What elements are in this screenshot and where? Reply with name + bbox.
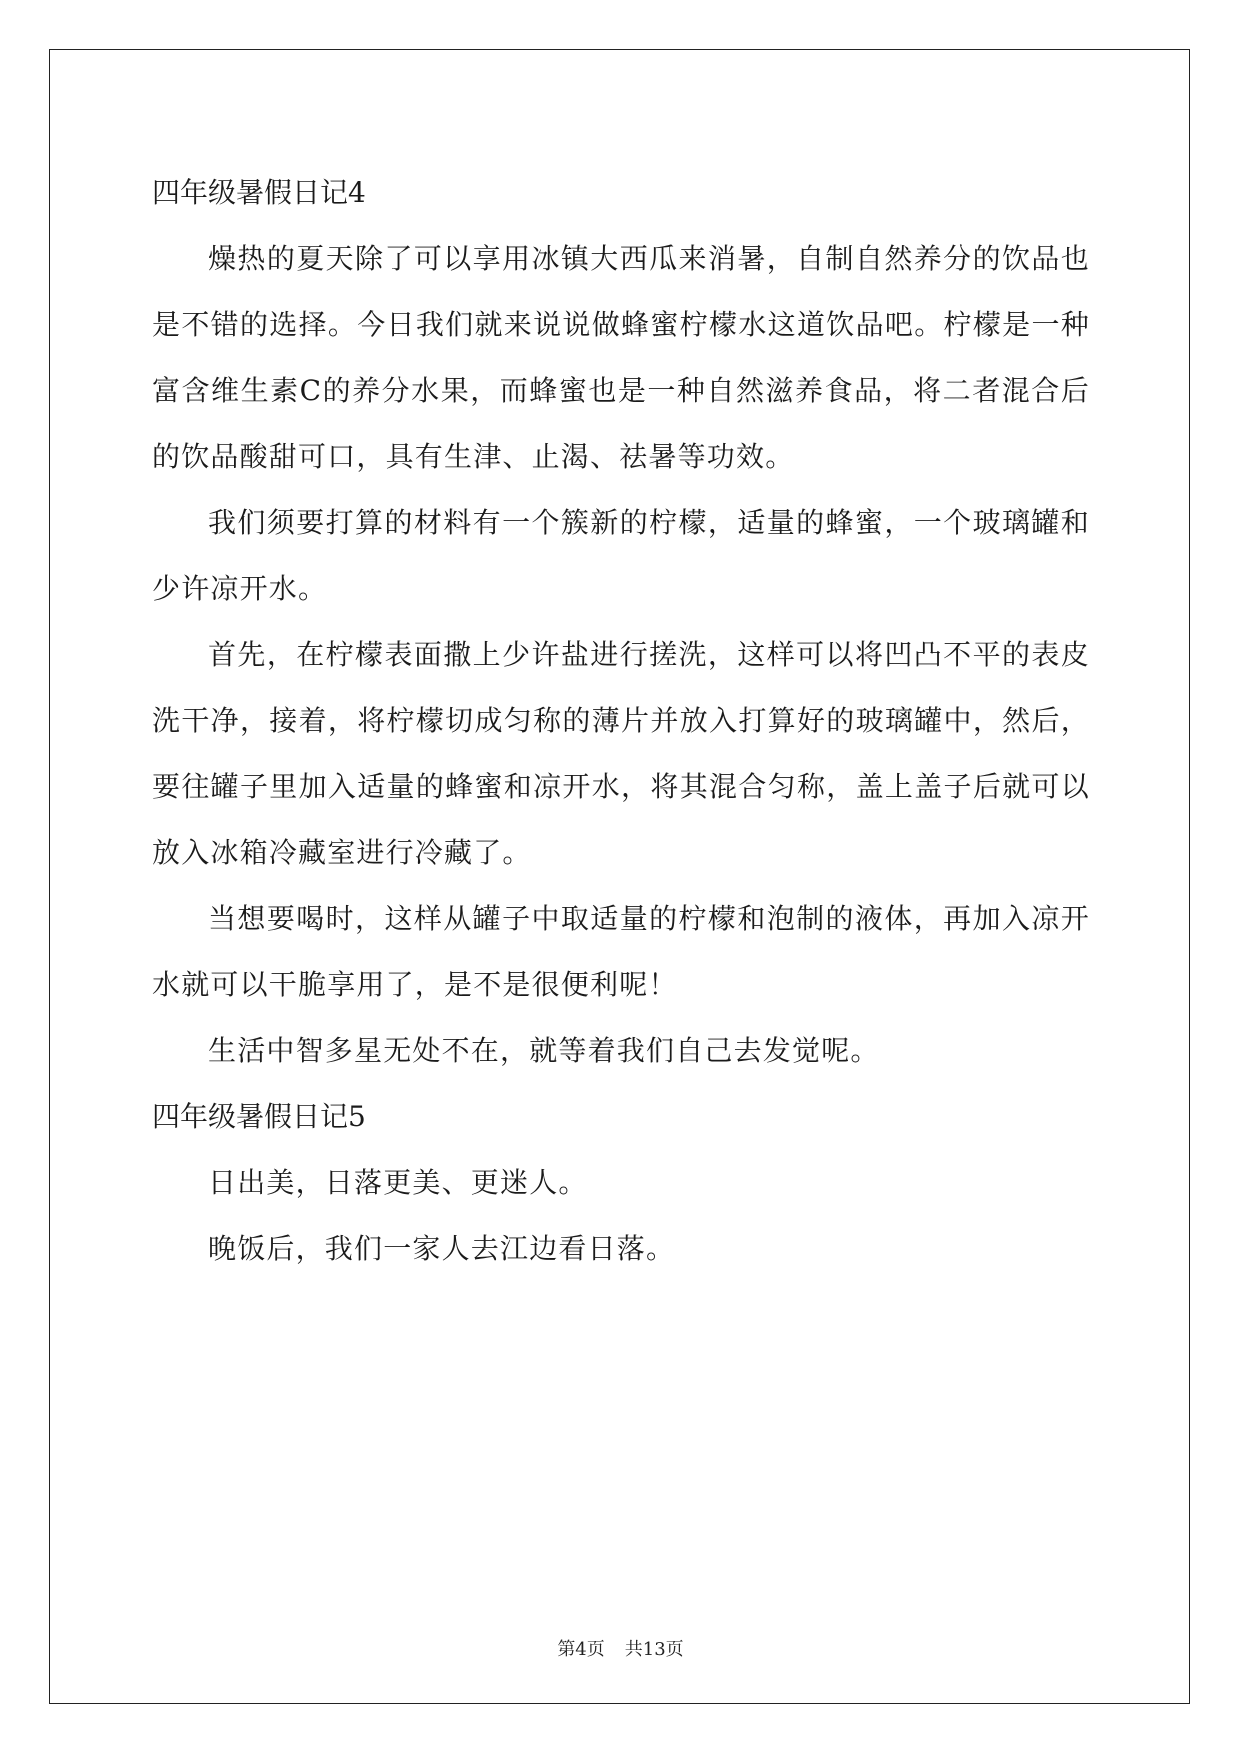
paragraph: 我们须要打算的材料有一个簇新的柠檬，适量的蜂蜜，一个玻璃罐和少许凉开水。 <box>152 506 1090 605</box>
paragraph: 晚饭后，我们一家人去江边看日落。 <box>208 1232 676 1265</box>
paragraph: 首先，在柠檬表面撒上少许盐进行搓洗，这样可以将凹凸不平的表皮洗干净，接着，将柠檬切成匀称的薄片并放入打算好的玻璃罐中，然后，要往罐子里加入适量的蜂蜜和凉开水，将其混合匀称，盖上盖子后就可以放入冰箱冷藏室进行冷藏了。 <box>152 638 1090 869</box>
paragraph: 当想要喝时，这样从罐子中取适量的柠檬和泡制的液体，再加入凉开水就可以干脆享用了，是不是很便利呢！ <box>152 902 1090 1001</box>
paragraph: 生活中智多星无处不在，就等着我们自己去发觉呢。 <box>208 1034 880 1067</box>
document-body <box>152 160 1090 1282</box>
page-total: 共13页 <box>624 1639 684 1660</box>
page-footer <box>0 1635 1241 1661</box>
section-heading: 四年级暑假日记4 <box>152 176 366 209</box>
paragraph: 日出美，日落更美、更迷人。 <box>208 1166 588 1199</box>
page-number: 第4页 <box>557 1639 605 1660</box>
paragraph: 燥热的夏天除了可以享用冰镇大西瓜来消暑，自制自然养分的饮品也是不错的选择。今日我们就来说说做蜂蜜柠檬水这道饮品吧。柠檬是一种富含维生素C的养分水果，而蜂蜜也是一种自然滋养食品，将二者混合后的饮品酸甜可口，具有生津、止渴、祛暑等功效。 <box>152 242 1090 473</box>
section-heading: 四年级暑假日记5 <box>152 1100 366 1133</box>
